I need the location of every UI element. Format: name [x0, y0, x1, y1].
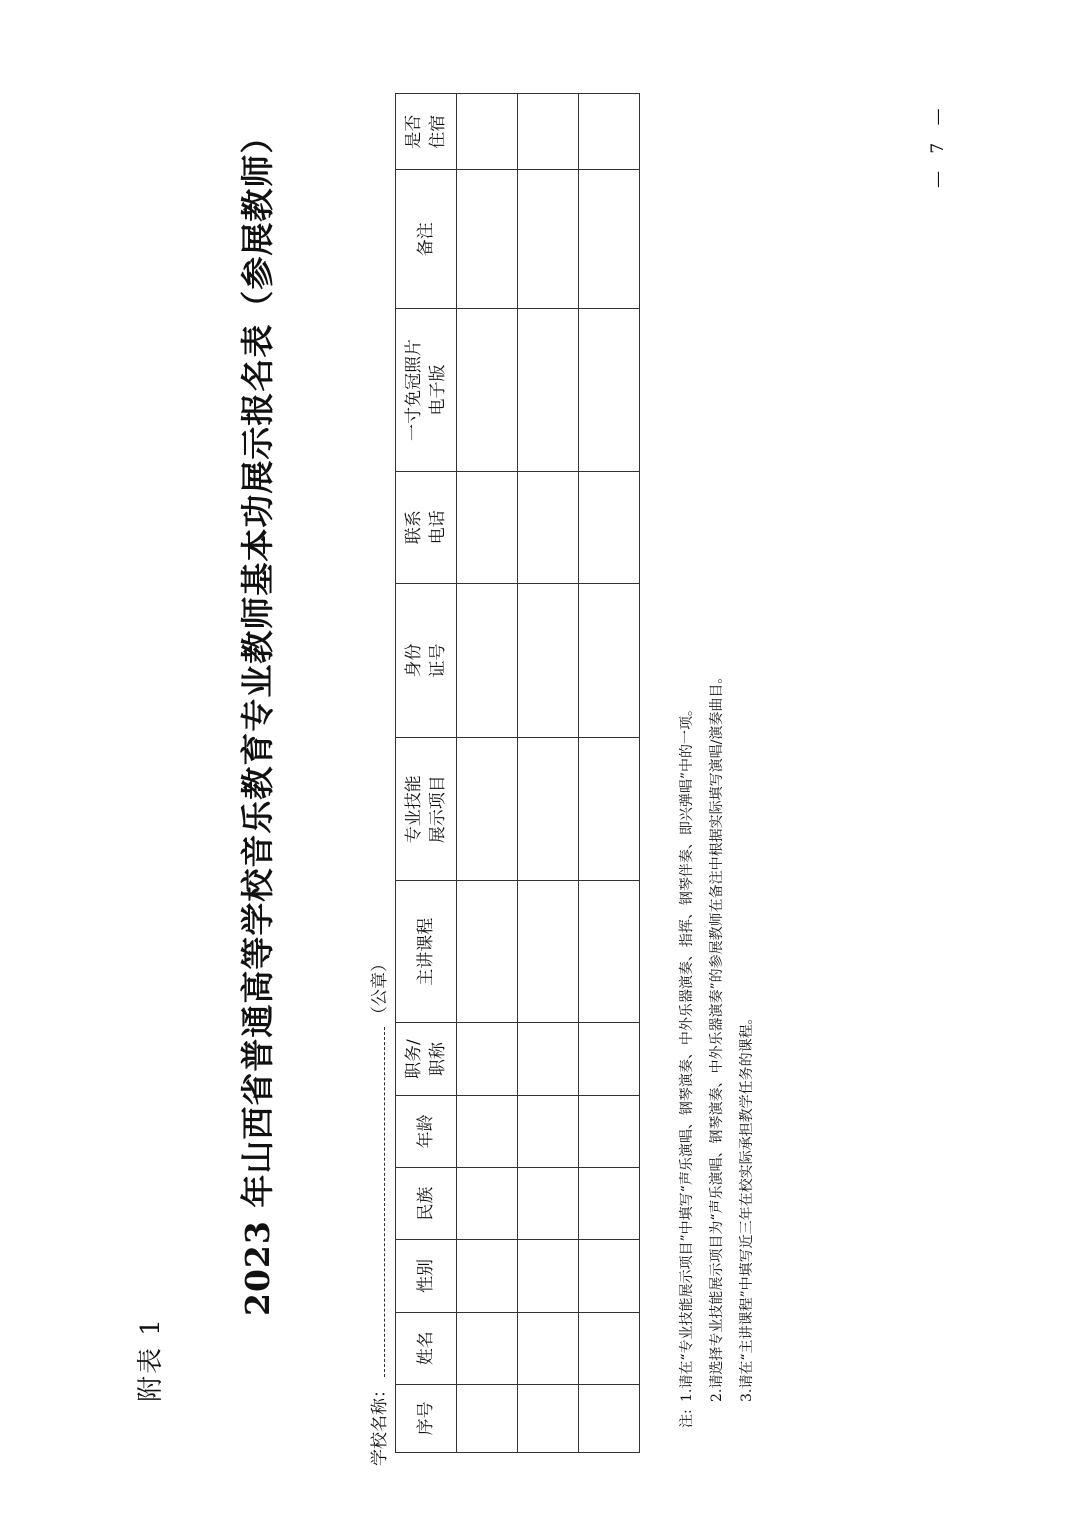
column-header: [396, 1095, 457, 1167]
table-cell[interactable]: [518, 880, 579, 1023]
table-cell[interactable]: [457, 738, 518, 881]
table-cell[interactable]: [579, 1168, 640, 1240]
table-cell[interactable]: [579, 308, 640, 471]
table-cell[interactable]: [518, 1384, 579, 1452]
column-header-text: 展示项目: [428, 775, 448, 844]
table-cell[interactable]: [457, 170, 518, 308]
column-header-text: 姓名: [416, 1331, 436, 1366]
column-header-text: 序号: [416, 1401, 436, 1436]
column-header-text: 一寸免冠照片: [404, 338, 424, 441]
table-cell[interactable]: [457, 308, 518, 471]
table-cell[interactable]: [518, 1168, 579, 1240]
table-cell[interactable]: [518, 472, 579, 584]
column-header-text: 电子版: [428, 364, 448, 416]
column-header-text: 联系: [404, 510, 424, 545]
table-cell[interactable]: [579, 94, 640, 171]
column-header: [396, 880, 457, 1023]
note-line: [732, 670, 762, 1428]
table-cell[interactable]: [579, 1240, 640, 1312]
column-header: [396, 94, 457, 171]
column-header-text: 民族: [416, 1186, 436, 1221]
note-line: [702, 670, 732, 1428]
table-cell[interactable]: [518, 308, 579, 471]
column-header-text: 性别: [416, 1258, 436, 1293]
notes-prefix: 注:: [679, 1409, 695, 1428]
table-cell[interactable]: [457, 1095, 518, 1167]
table-cell[interactable]: [518, 738, 579, 881]
table-cell[interactable]: [457, 1023, 518, 1095]
table-cell[interactable]: [518, 583, 579, 738]
column-header-text: 证号: [428, 643, 448, 678]
table-body: [457, 94, 640, 1453]
table-cell[interactable]: [579, 472, 640, 584]
table-cell[interactable]: [579, 880, 640, 1023]
column-header: [396, 472, 457, 584]
column-header: [396, 738, 457, 881]
column-header-text: 住宿: [428, 114, 448, 149]
column-header: [396, 1384, 457, 1452]
column-header: [396, 583, 457, 738]
note-line: [672, 670, 702, 1428]
table-cell[interactable]: [518, 1312, 579, 1384]
notes: [672, 670, 762, 1428]
table-row: [457, 94, 518, 1453]
table-cell[interactable]: [518, 170, 579, 308]
table-cell[interactable]: [579, 170, 640, 308]
column-header-text: 身份: [404, 643, 424, 678]
school-name-line: [365, 955, 390, 1466]
table-cell[interactable]: [579, 583, 640, 738]
table-cell[interactable]: [518, 94, 579, 171]
attachment-label: 附表 1: [136, 1317, 166, 1402]
column-header-text: 专业技能: [404, 775, 424, 844]
table-cell[interactable]: [457, 1240, 518, 1312]
school-name-blank[interactable]: [383, 1027, 385, 1377]
table-cell[interactable]: [518, 1095, 579, 1167]
table-cell[interactable]: [518, 1023, 579, 1095]
table-cell[interactable]: [579, 1023, 640, 1095]
column-header-text: 电话: [428, 510, 448, 545]
table-row: [579, 94, 640, 1453]
column-header-text: 年龄: [416, 1114, 436, 1149]
official-seal-label: （公章）: [370, 955, 390, 1023]
column-header: [396, 1168, 457, 1240]
column-header: [396, 1312, 457, 1384]
table-cell[interactable]: [457, 583, 518, 738]
column-header-text: 是否: [404, 114, 424, 149]
table-cell[interactable]: [579, 1312, 640, 1384]
table-header-row: [396, 94, 457, 1453]
table-cell[interactable]: [579, 1095, 640, 1167]
school-name-label: 学校名称：: [370, 1381, 390, 1466]
form-title: 2023 年山西省普通高等学校音乐教育专业教师基本功展示报名表（参展教师）: [238, 119, 277, 1316]
table-cell[interactable]: [457, 1384, 518, 1452]
note-item: 2.请选择专业技能展示项目为“声乐演唱、钢琴演奏、中外乐器演奏”的参展教师在备注中根据实际填写演唱/演奏曲目。: [709, 669, 725, 1402]
column-header-text: 职称: [428, 1042, 448, 1077]
note-item: 3.请在“主讲课程”中填写近三年在校实际承担教学任务的课程。: [739, 1010, 755, 1402]
table-cell[interactable]: [457, 94, 518, 171]
column-header: [396, 170, 457, 308]
table-cell[interactable]: [518, 1240, 579, 1312]
column-header: [396, 1240, 457, 1312]
column-header-text: 主讲课程: [416, 917, 436, 986]
page-number: — 7 —: [928, 102, 948, 188]
column-header: [396, 308, 457, 471]
column-header-text: 职务/: [404, 1039, 424, 1079]
table-cell[interactable]: [457, 880, 518, 1023]
table-cell[interactable]: [457, 1168, 518, 1240]
table-cell[interactable]: [457, 1312, 518, 1384]
table-cell[interactable]: [457, 472, 518, 584]
column-header-text: 备注: [416, 222, 436, 257]
table-row: [518, 94, 579, 1453]
table-cell[interactable]: [579, 1384, 640, 1452]
table-cell[interactable]: [579, 738, 640, 881]
registration-table: [395, 93, 640, 1453]
column-header: [396, 1023, 457, 1095]
note-item: 1.请在“专业技能展示项目”中填写“声乐演唱、钢琴演奏、中外乐器演奏、指挥、钢琴伴奏、即兴弹唱”中的一项。: [679, 702, 695, 1402]
